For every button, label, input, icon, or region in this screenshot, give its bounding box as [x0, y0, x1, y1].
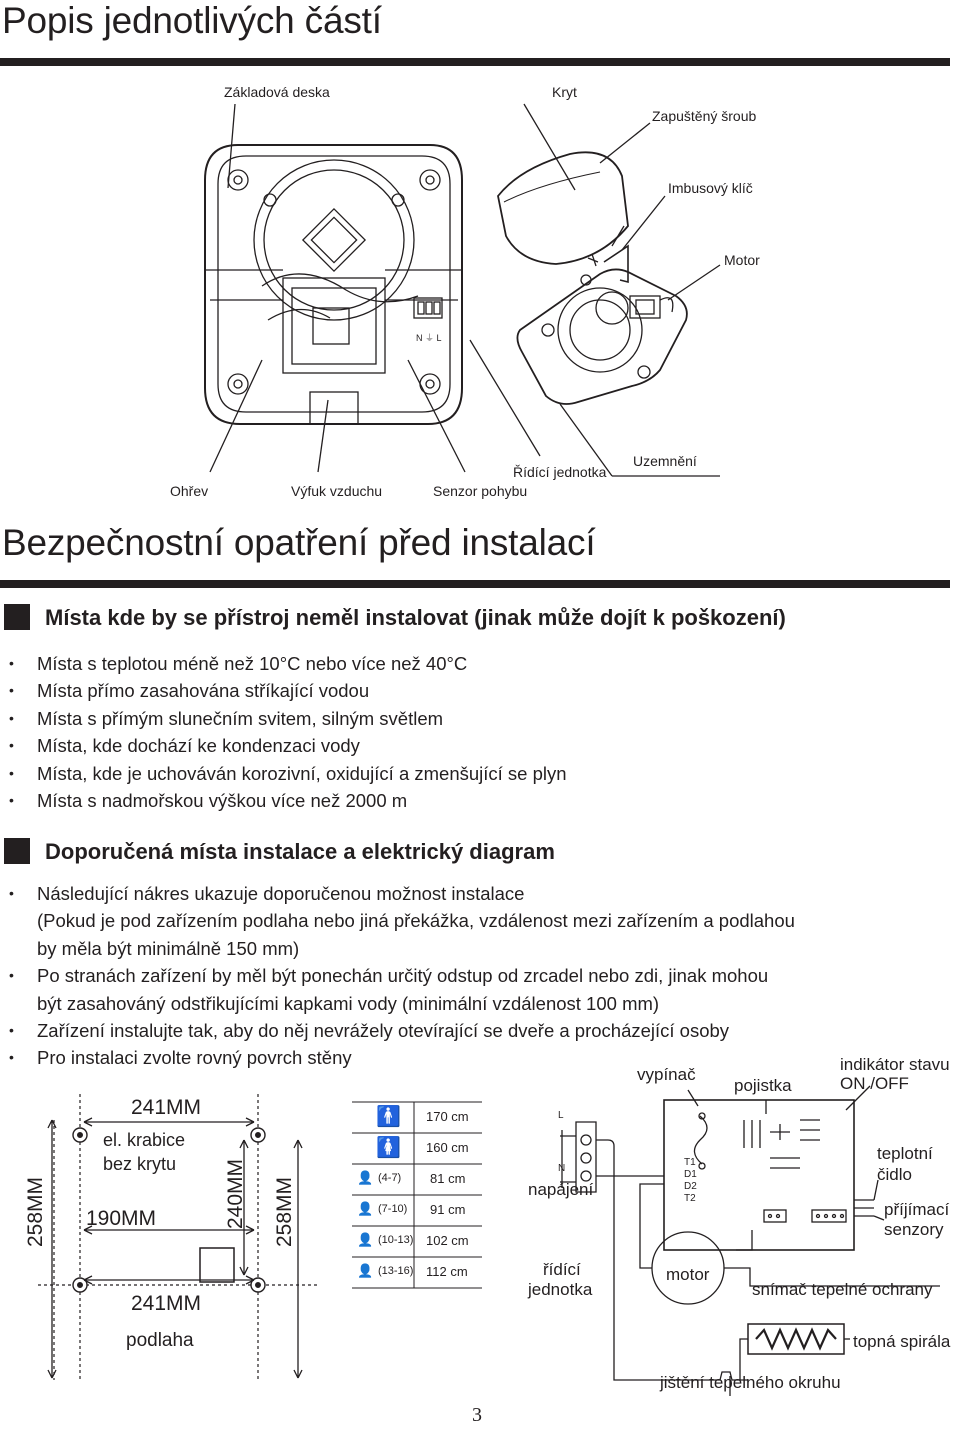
pin-labels	[684, 1157, 697, 1205]
avoid-heading: Místa kde by se přístroj neměl instalovat (jinak může dojít k poškození)	[45, 605, 786, 630]
list-item: • Místa s přímým slunečním svitem, silným světlem	[0, 705, 567, 732]
label-thermal-protection: snímač tepelné ochrany	[752, 1280, 933, 1299]
child-icon: 👤	[357, 1170, 374, 1185]
label-countersunk-screw: Zapuštěný šroub	[652, 108, 757, 124]
label-cover: Kryt	[552, 84, 577, 100]
list-item: • Místa s nadmořskou výškou více než 2000 m	[0, 787, 567, 814]
label-control-2: jednotka	[528, 1280, 593, 1299]
pin-label: D2	[684, 1181, 697, 1192]
avoid-list	[0, 650, 567, 814]
label-receiving-2: senzory	[884, 1220, 944, 1239]
label-fuse: pojistka	[734, 1076, 792, 1095]
pin-label: T1	[684, 1157, 696, 1168]
list-item: být zasahováný odstřikujícími kapkami vody (minimální vzdálenost 100 mm)	[37, 992, 660, 1014]
child-icon: 👤	[357, 1263, 374, 1278]
parts-diagram	[0, 0, 960, 510]
list-item: • Pro instalaci zvolte rovný povrch stěny	[0, 1044, 795, 1071]
table-age: (4-7)	[378, 1172, 402, 1184]
label-receiving-1: příjímací	[884, 1200, 950, 1219]
label-indicator-1: indikátor stavu	[840, 1055, 950, 1074]
list-item: • Místa, kde dochází ke kondenzaci vody	[0, 732, 567, 759]
table-height: 81 cm	[430, 1171, 466, 1186]
list-item: • Po stranách zařízení by měl být ponechán určitý odstup od zrcadel nebo zdi, jinak mohou	[0, 962, 795, 989]
table-height: 91 cm	[430, 1202, 466, 1217]
list-item: • Místa s teplotou méně než 10°C nebo více než 40°C	[0, 650, 567, 677]
table-height: 102 cm	[426, 1233, 469, 1248]
terminal-l: L	[558, 1110, 564, 1121]
label-switch: vypínač	[637, 1065, 696, 1084]
recommended-heading: Doporučená místa instalace a elektrický diagram	[45, 839, 555, 864]
child-icon: 👤	[357, 1232, 374, 1247]
safety-rule	[0, 580, 950, 588]
dim-right-height: 258MM	[273, 1176, 296, 1248]
adult-female-icon: 🚺	[376, 1137, 401, 1159]
table-age: (13-16)	[378, 1265, 414, 1277]
label-air-outlet: Výfuk vzduchu	[291, 483, 383, 499]
label-base-plate: Základová deska	[224, 84, 330, 100]
label-motor: Motor	[724, 252, 760, 268]
label-motor: motor	[666, 1265, 710, 1284]
list-item: by měla být minimálně 150 mm)	[37, 937, 300, 959]
list-item: • Zařízení instalujte tak, aby do něj nevrážely otevírající se dveře a procházející osoby	[0, 1017, 795, 1044]
table-height: 170 cm	[426, 1109, 469, 1124]
page-number: 3	[472, 1404, 482, 1426]
dim-left-height: 258MM	[24, 1176, 47, 1248]
dim-bottom-width: 241MM	[131, 1292, 202, 1315]
label-control-unit: Řídící jednotka	[513, 464, 607, 480]
label-box-1: el. krabice	[103, 1130, 186, 1150]
table-height: 160 cm	[426, 1140, 469, 1155]
label-power: napájení	[528, 1180, 594, 1199]
child-icon: 👤	[357, 1201, 374, 1216]
pin-label: D1	[684, 1169, 697, 1180]
svg-text:N ⏚ L: N ⏚ L	[416, 333, 442, 343]
label-thermal-fuse: jištění tepelného okruhu	[660, 1373, 841, 1392]
list-item: • Místa, kde je uchováván korozivní, oxidující a zmenšující se plyn	[0, 760, 567, 787]
dim-inner-height: 240MM	[224, 1158, 247, 1230]
heading-marker	[4, 838, 30, 864]
table-age: (10-13)	[378, 1234, 414, 1246]
wiring-diagram	[500, 1080, 960, 1400]
label-temp-sensor-1: teplotní	[877, 1144, 933, 1163]
list-item: • Následující nákres ukazuje doporučenou možnost instalace	[0, 880, 795, 907]
label-control-1: řídící	[543, 1260, 581, 1279]
pin-label: T2	[684, 1193, 696, 1204]
table-age: (7-10)	[378, 1203, 408, 1215]
label-allen-key: Imbusový klíč	[668, 180, 753, 196]
section-title-safety: Bezpečnostní opatření před instalací	[2, 522, 596, 563]
dim-top-width: 241MM	[131, 1096, 202, 1119]
list-item: (Pokud je pod zařízením podlaha nebo jiná překážka, vzdálenost mezi zařízením a podlahou	[37, 910, 795, 932]
recommended-list	[0, 880, 795, 1072]
label-indicator-2: ON /OFF	[840, 1074, 909, 1093]
table-height: 112 cm	[426, 1264, 468, 1279]
label-box-2: bez krytu	[103, 1154, 177, 1174]
terminal-n: N	[558, 1163, 566, 1174]
label-motion-sensor: Senzor pohybu	[433, 483, 528, 499]
list-item: • Místa přímo zasahována stříkající vodou	[0, 677, 567, 704]
adult-male-icon: 🚹	[376, 1106, 401, 1128]
label-floor: podlaha	[126, 1330, 194, 1351]
heading-marker	[4, 604, 30, 630]
label-temp-sensor-2: čidlo	[877, 1165, 912, 1184]
label-heating-coil: topná spirála	[853, 1332, 951, 1351]
section-title-parts: Popis jednotlivých částí	[2, 0, 382, 41]
dim-inner-width: 190MM	[86, 1207, 157, 1230]
label-heating: Ohřev	[170, 483, 209, 499]
label-grounding: Uzemnění	[633, 453, 697, 469]
